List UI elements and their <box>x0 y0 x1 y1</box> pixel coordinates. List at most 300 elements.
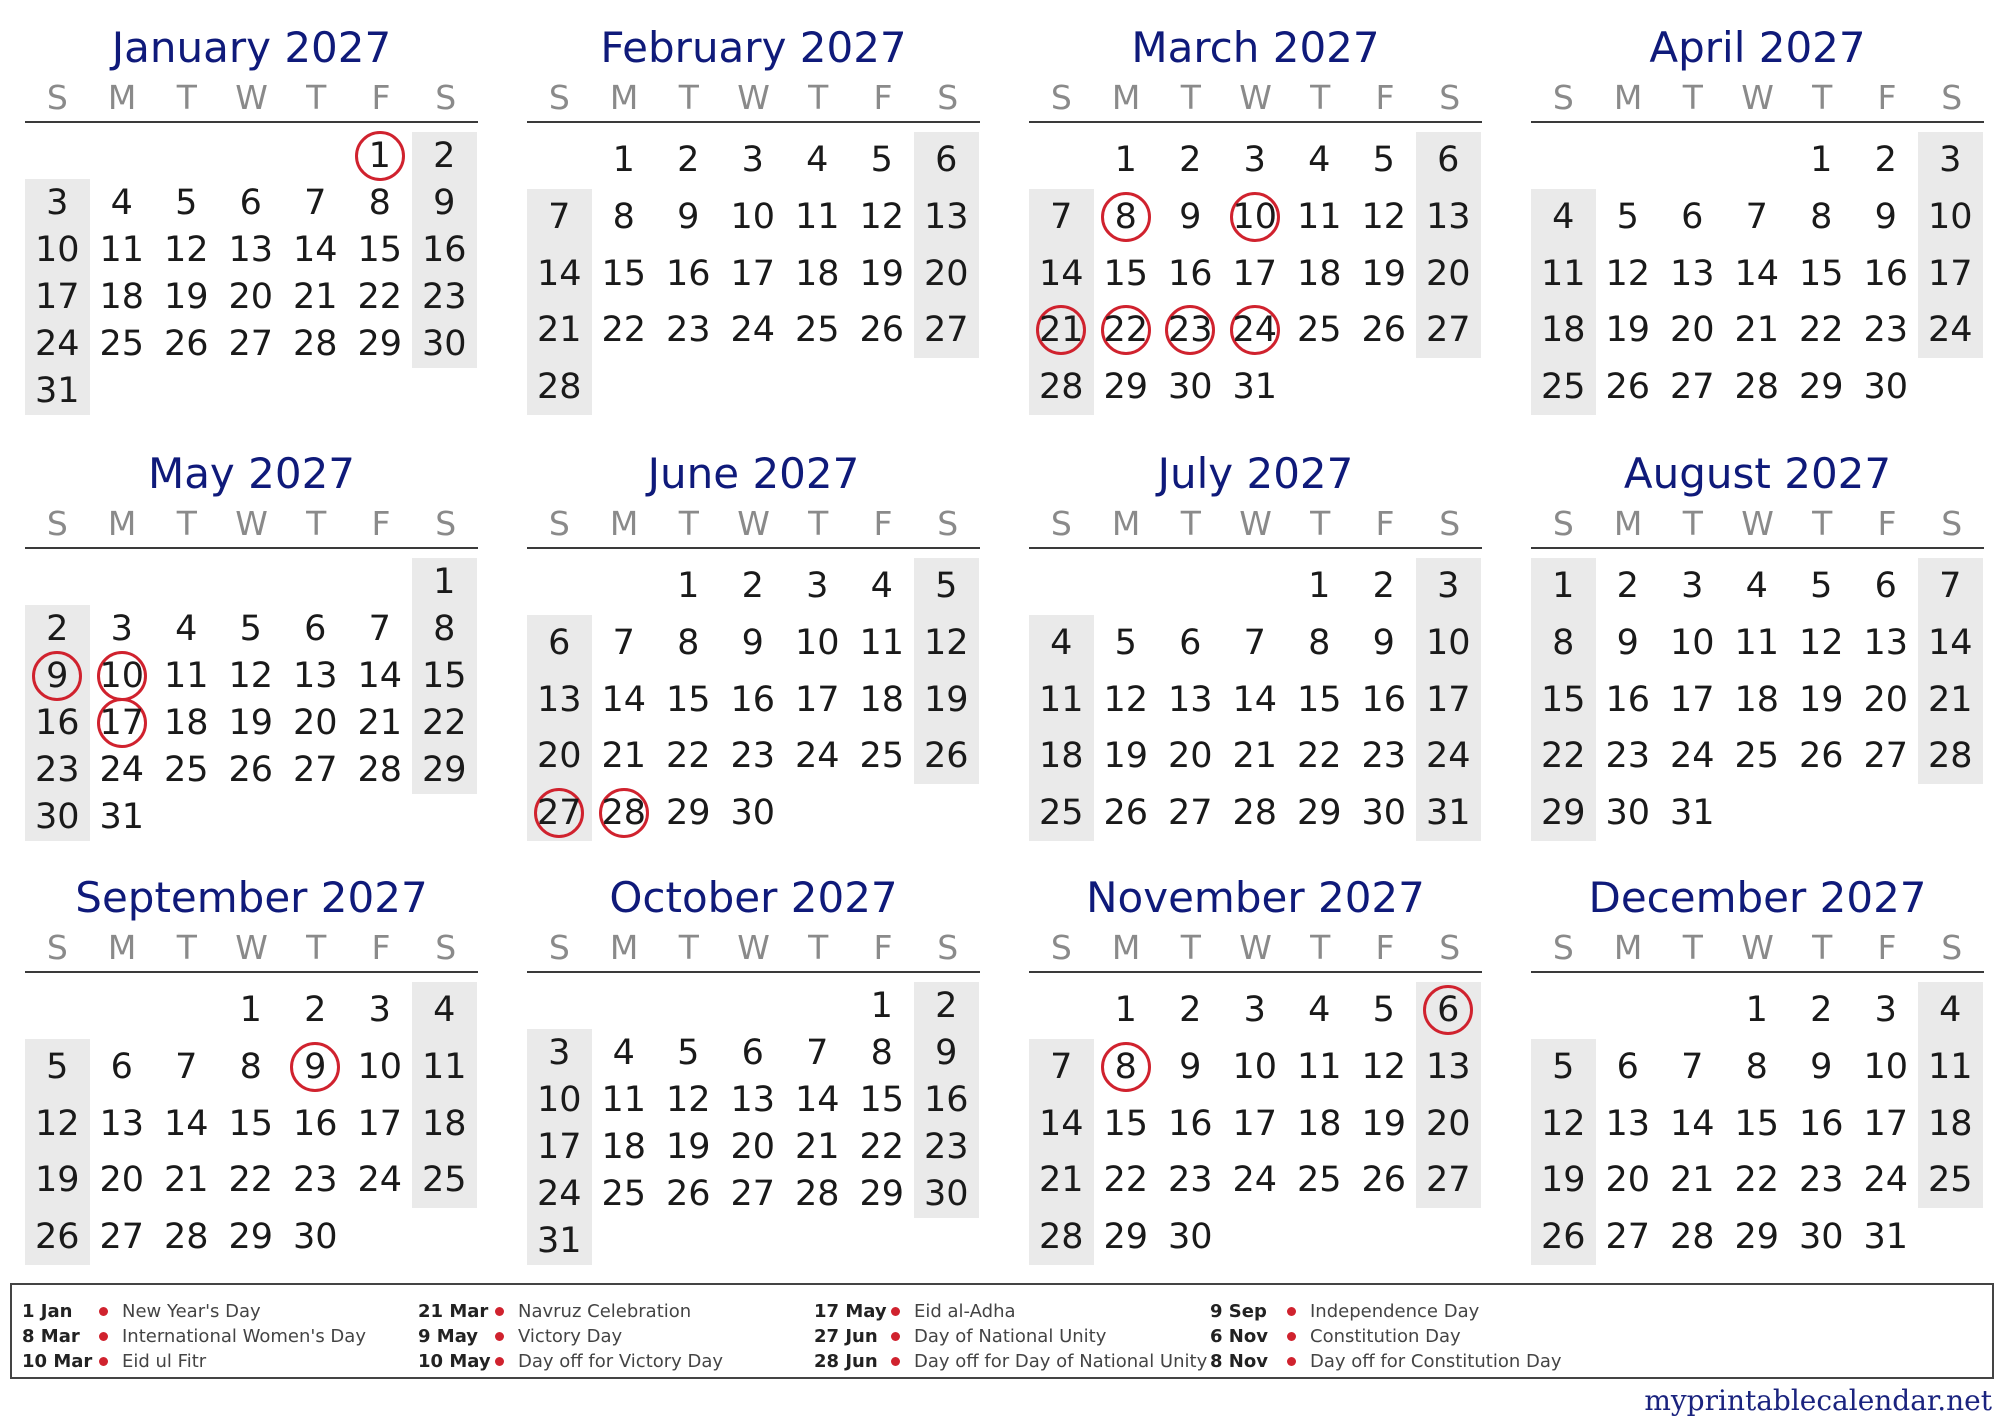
weekday-label: W <box>1239 78 1272 117</box>
day-cell: 26 <box>228 750 274 791</box>
day-cell: 4 <box>1552 196 1575 237</box>
day-cell: 2 <box>46 608 69 649</box>
day-cell: 2 <box>935 985 958 1026</box>
day-cell: 27 <box>1167 792 1213 833</box>
legend-date: 17 May <box>814 1301 887 1322</box>
day-cell: 27 <box>730 1174 776 1215</box>
day-cell: 21 <box>292 277 338 318</box>
day-cell: 26 <box>1605 366 1651 407</box>
weekday-label: F <box>1877 78 1897 117</box>
month-calendar <box>527 446 980 866</box>
day-cell: 30 <box>1361 792 1407 833</box>
day-cell: 14 <box>1927 622 1973 663</box>
day-cell: 11 <box>99 229 145 270</box>
day-cell: 28 <box>357 750 403 791</box>
weekday-label: T <box>1682 928 1703 967</box>
weekday-label: M <box>609 78 639 117</box>
website-link[interactable]: myprintablecalendar.net <box>1644 1384 1992 1417</box>
day-cell: 17 <box>1232 1103 1278 1144</box>
day-cell: 17 <box>1863 1103 1909 1144</box>
month-title: September 2027 <box>75 873 428 922</box>
day-cell: 13 <box>1425 196 1471 237</box>
weekday-label: M <box>1111 928 1141 967</box>
day-cell: 7 <box>368 608 391 649</box>
day-cell: 26 <box>34 1216 80 1257</box>
weekday-label: F <box>1375 78 1395 117</box>
holiday-dot-icon <box>495 1307 504 1316</box>
month-title: December 2027 <box>1588 873 1927 922</box>
weekday-label: T <box>176 504 197 543</box>
legend-holiday-name: New Year's Day <box>122 1301 261 1322</box>
holiday-dot-icon <box>495 1357 504 1366</box>
holiday-dot-icon <box>891 1307 900 1316</box>
weekday-label: F <box>1375 504 1395 543</box>
day-cell: 25 <box>1734 736 1780 777</box>
day-cell: 30 <box>923 1174 969 1215</box>
weekday-label: S <box>1050 928 1072 967</box>
header-divider <box>25 121 478 123</box>
day-cell: 27 <box>536 792 582 833</box>
day-cell: 7 <box>806 1032 829 1073</box>
day-cell: 6 <box>1616 1046 1639 1087</box>
day-cell: 2 <box>1179 140 1202 181</box>
month-title: January 2027 <box>111 23 392 72</box>
weekday-label: T <box>678 928 699 967</box>
day-cell: 22 <box>601 310 647 351</box>
day-cell: 3 <box>368 990 391 1031</box>
weekday-header <box>1531 76 1984 120</box>
month-calendar <box>527 20 980 440</box>
day-cell: 13 <box>923 196 969 237</box>
day-cell: 12 <box>1361 196 1407 237</box>
weekday-label: W <box>1239 928 1272 967</box>
day-cell: 24 <box>99 750 145 791</box>
weekday-label: T <box>1812 78 1833 117</box>
month-calendar <box>1029 446 1482 866</box>
day-cell: 11 <box>794 196 840 237</box>
day-cell: 28 <box>536 366 582 407</box>
month-calendar <box>25 446 478 866</box>
day-cell: 14 <box>601 679 647 720</box>
day-cell: 13 <box>1863 622 1909 663</box>
weekday-label: S <box>548 504 570 543</box>
day-cell: 23 <box>1167 310 1213 351</box>
day-cell: 12 <box>34 1103 80 1144</box>
day-cell: 24 <box>794 736 840 777</box>
holiday-dot-icon <box>495 1332 504 1341</box>
day-cell: 11 <box>601 1079 647 1120</box>
weekday-label: T <box>1812 504 1833 543</box>
holiday-dot-icon <box>1287 1332 1296 1341</box>
day-cell: 10 <box>536 1079 582 1120</box>
holiday-legend <box>10 1283 1994 1379</box>
day-cell: 1 <box>677 566 700 607</box>
day-cell: 22 <box>1734 1160 1780 1201</box>
day-cell: 8 <box>612 196 635 237</box>
day-cell: 5 <box>1114 622 1137 663</box>
day-cell: 31 <box>1232 366 1278 407</box>
day-cell: 9 <box>1372 622 1395 663</box>
day-cell: 31 <box>1669 792 1715 833</box>
day-cell: 10 <box>357 1046 403 1087</box>
day-cell: 5 <box>870 140 893 181</box>
day-cell: 28 <box>1038 366 1084 407</box>
weekday-header <box>1029 502 1482 546</box>
day-cell: 20 <box>1425 253 1471 294</box>
day-cell: 13 <box>536 679 582 720</box>
header-divider <box>527 121 980 123</box>
weekday-label: W <box>737 928 770 967</box>
day-cell: 22 <box>1296 736 1342 777</box>
day-cell: 14 <box>794 1079 840 1120</box>
day-cell: 7 <box>612 622 635 663</box>
day-cell: 21 <box>601 736 647 777</box>
day-cell: 27 <box>1425 1160 1471 1201</box>
weekday-label: W <box>235 504 268 543</box>
weekday-label: S <box>46 928 68 967</box>
day-cell: 29 <box>357 324 403 365</box>
day-cell: 24 <box>1863 1160 1909 1201</box>
day-cell: 25 <box>601 1174 647 1215</box>
day-cell: 2 <box>1179 990 1202 1031</box>
month-calendar <box>1531 20 1984 440</box>
day-cell: 30 <box>34 797 80 838</box>
weekday-header <box>25 76 478 120</box>
day-cell: 15 <box>421 655 467 696</box>
day-cell: 13 <box>228 229 274 270</box>
day-cell: 4 <box>110 182 133 223</box>
weekday-header <box>527 76 980 120</box>
day-cell: 15 <box>357 229 403 270</box>
day-cell: 5 <box>1372 140 1395 181</box>
day-cell: 26 <box>665 1174 711 1215</box>
day-cell: 12 <box>1361 1046 1407 1087</box>
day-cell: 22 <box>1798 310 1844 351</box>
day-cell: 16 <box>1798 1103 1844 1144</box>
day-cell: 27 <box>1669 366 1715 407</box>
day-cell: 21 <box>794 1127 840 1168</box>
day-cell: 27 <box>1863 736 1909 777</box>
day-cell: 12 <box>665 1079 711 1120</box>
day-cell: 19 <box>859 253 905 294</box>
day-cell: 14 <box>1232 679 1278 720</box>
day-cell: 3 <box>741 140 764 181</box>
weekday-label: S <box>1050 78 1072 117</box>
day-cell: 28 <box>1927 736 1973 777</box>
day-cell: 20 <box>536 736 582 777</box>
weekday-label: T <box>1180 504 1201 543</box>
legend-holiday-name: Navruz Celebration <box>518 1301 692 1322</box>
day-cell: 8 <box>1552 622 1575 663</box>
day-cell: 16 <box>923 1079 969 1120</box>
legend-holiday-name: Day off for Day of National Unity <box>914 1351 1208 1372</box>
day-cell: 27 <box>292 750 338 791</box>
day-cell: 1 <box>433 561 456 602</box>
holiday-dot-icon <box>99 1332 108 1341</box>
month-title: August 2027 <box>1623 449 1892 498</box>
day-cell: 12 <box>1605 253 1651 294</box>
day-cell: 18 <box>1296 1103 1342 1144</box>
day-cell: 18 <box>794 253 840 294</box>
day-cell: 11 <box>1927 1046 1973 1087</box>
day-cell: 31 <box>99 797 145 838</box>
day-cell: 29 <box>1734 1216 1780 1257</box>
day-cell: 29 <box>228 1216 274 1257</box>
day-cell: 8 <box>1114 1046 1137 1087</box>
day-cell: 19 <box>1798 679 1844 720</box>
day-cell: 12 <box>1103 679 1149 720</box>
weekday-label: T <box>808 928 829 967</box>
header-divider <box>1029 971 1482 973</box>
day-cell: 31 <box>1863 1216 1909 1257</box>
day-cell: 11 <box>859 622 905 663</box>
day-cell: 2 <box>304 990 327 1031</box>
day-cell: 24 <box>536 1174 582 1215</box>
day-cell: 5 <box>1616 196 1639 237</box>
day-cell: 12 <box>228 655 274 696</box>
day-cell: 28 <box>794 1174 840 1215</box>
day-cell: 7 <box>1050 1046 1073 1087</box>
day-cell: 10 <box>34 229 80 270</box>
day-cell: 9 <box>1616 622 1639 663</box>
day-cell: 23 <box>1863 310 1909 351</box>
day-cell: 28 <box>1669 1216 1715 1257</box>
weekday-header <box>1029 76 1482 120</box>
day-cell: 17 <box>794 679 840 720</box>
weekday-label: W <box>1741 504 1774 543</box>
holiday-dot-icon <box>1287 1357 1296 1366</box>
day-cell: 19 <box>1103 736 1149 777</box>
weekday-label: W <box>235 78 268 117</box>
day-cell: 22 <box>1103 1160 1149 1201</box>
day-cell: 6 <box>548 622 571 663</box>
day-cell: 25 <box>859 736 905 777</box>
day-cell: 1 <box>1308 566 1331 607</box>
day-cell: 7 <box>1681 1046 1704 1087</box>
day-cell: 9 <box>46 655 69 696</box>
day-cell: 11 <box>1734 622 1780 663</box>
day-cell: 11 <box>1038 679 1084 720</box>
day-cell: 19 <box>923 679 969 720</box>
month-calendar <box>1029 20 1482 440</box>
day-cell: 23 <box>1798 1160 1844 1201</box>
day-cell: 7 <box>548 196 571 237</box>
weekday-label: W <box>1741 928 1774 967</box>
day-cell: 26 <box>859 310 905 351</box>
day-cell: 17 <box>1927 253 1973 294</box>
day-cell: 10 <box>99 655 145 696</box>
day-cell: 29 <box>859 1174 905 1215</box>
day-cell: 19 <box>665 1127 711 1168</box>
day-cell: 27 <box>99 1216 145 1257</box>
weekday-label: S <box>1552 928 1574 967</box>
day-cell: 3 <box>1243 140 1266 181</box>
weekday-label: W <box>235 928 268 967</box>
day-cell: 15 <box>1798 253 1844 294</box>
day-cell: 20 <box>99 1160 145 1201</box>
day-cell: 17 <box>99 703 145 744</box>
day-cell: 19 <box>1605 310 1651 351</box>
day-cell: 16 <box>730 679 776 720</box>
month-title: May 2027 <box>147 449 356 498</box>
weekday-label: T <box>176 928 197 967</box>
day-cell: 22 <box>357 277 403 318</box>
header-divider <box>1531 121 1984 123</box>
day-cell: 16 <box>1605 679 1651 720</box>
day-cell: 4 <box>1050 622 1073 663</box>
legend-date: 8 Mar <box>22 1326 80 1347</box>
day-cell: 18 <box>1540 310 1586 351</box>
day-cell: 13 <box>1605 1103 1651 1144</box>
day-cell: 20 <box>1167 736 1213 777</box>
holiday-dot-icon <box>891 1357 900 1366</box>
legend-date: 21 Mar <box>418 1301 489 1322</box>
day-cell: 1 <box>612 140 635 181</box>
day-cell: 10 <box>794 622 840 663</box>
weekday-label: M <box>1613 78 1643 117</box>
weekday-header <box>1029 926 1482 970</box>
day-cell: 10 <box>1232 196 1278 237</box>
day-cell: 18 <box>163 703 209 744</box>
day-cell: 6 <box>935 140 958 181</box>
day-cell: 25 <box>99 324 145 365</box>
weekday-header <box>527 502 980 546</box>
day-cell: 30 <box>730 792 776 833</box>
day-cell: 3 <box>46 182 69 223</box>
weekday-label: S <box>937 78 959 117</box>
day-cell: 7 <box>1050 196 1073 237</box>
day-cell: 1 <box>239 990 262 1031</box>
day-cell: 8 <box>1114 196 1137 237</box>
weekday-label: S <box>46 78 68 117</box>
day-cell: 16 <box>1361 679 1407 720</box>
legend-holiday-name: Eid al-Adha <box>914 1301 1016 1322</box>
day-cell: 14 <box>536 253 582 294</box>
day-cell: 27 <box>923 310 969 351</box>
day-cell: 2 <box>433 135 456 176</box>
day-cell: 23 <box>730 736 776 777</box>
weekday-label: M <box>1111 504 1141 543</box>
day-cell: 16 <box>421 229 467 270</box>
day-cell: 25 <box>1296 1160 1342 1201</box>
day-cell: 21 <box>536 310 582 351</box>
weekday-header <box>527 926 980 970</box>
day-cell: 27 <box>228 324 274 365</box>
day-cell: 23 <box>421 277 467 318</box>
day-cell: 31 <box>1425 792 1471 833</box>
day-cell: 1 <box>1114 140 1137 181</box>
day-cell: 18 <box>421 1103 467 1144</box>
day-cell: 24 <box>1669 736 1715 777</box>
weekday-label: M <box>609 504 639 543</box>
day-cell: 15 <box>1103 253 1149 294</box>
day-cell: 19 <box>228 703 274 744</box>
day-cell: 28 <box>163 1216 209 1257</box>
day-cell: 20 <box>1605 1160 1651 1201</box>
day-cell: 2 <box>1616 566 1639 607</box>
day-cell: 15 <box>665 679 711 720</box>
day-cell: 31 <box>34 371 80 412</box>
day-cell: 2 <box>1372 566 1395 607</box>
weekday-label: F <box>873 504 893 543</box>
day-cell: 22 <box>421 703 467 744</box>
day-cell: 16 <box>34 703 80 744</box>
day-cell: 30 <box>1605 792 1651 833</box>
month-title: March 2027 <box>1131 23 1380 72</box>
day-cell: 9 <box>304 1046 327 1087</box>
day-cell: 6 <box>239 182 262 223</box>
day-cell: 6 <box>110 1046 133 1087</box>
day-cell: 10 <box>1232 1046 1278 1087</box>
day-cell: 11 <box>1296 1046 1342 1087</box>
day-cell: 23 <box>923 1127 969 1168</box>
legend-date: 6 Nov <box>1210 1326 1268 1347</box>
day-cell: 23 <box>34 750 80 791</box>
day-cell: 9 <box>1810 1046 1833 1087</box>
header-divider <box>1029 547 1482 549</box>
weekday-label: S <box>548 928 570 967</box>
day-cell: 29 <box>1798 366 1844 407</box>
legend-holiday-name: Victory Day <box>518 1326 623 1347</box>
day-cell: 29 <box>421 750 467 791</box>
day-cell: 4 <box>175 608 198 649</box>
day-cell: 24 <box>1232 1160 1278 1201</box>
day-cell: 7 <box>175 1046 198 1087</box>
weekday-header <box>1531 926 1984 970</box>
day-cell: 4 <box>1308 140 1331 181</box>
day-cell: 18 <box>99 277 145 318</box>
day-cell: 13 <box>99 1103 145 1144</box>
weekday-label: M <box>1613 504 1643 543</box>
day-cell: 23 <box>1361 736 1407 777</box>
day-cell: 24 <box>1425 736 1471 777</box>
day-cell: 20 <box>730 1127 776 1168</box>
day-cell: 10 <box>1863 1046 1909 1087</box>
day-cell: 20 <box>1863 679 1909 720</box>
day-cell: 7 <box>1745 196 1768 237</box>
day-cell: 29 <box>1103 1216 1149 1257</box>
day-cell: 8 <box>368 182 391 223</box>
weekday-label: T <box>1682 78 1703 117</box>
header-divider <box>25 547 478 549</box>
weekday-label: T <box>678 78 699 117</box>
month-calendar <box>1531 870 1984 1290</box>
day-cell: 3 <box>1874 990 1897 1031</box>
day-cell: 14 <box>292 229 338 270</box>
weekday-label: W <box>737 78 770 117</box>
day-cell: 4 <box>1939 990 1962 1031</box>
day-cell: 17 <box>1425 679 1471 720</box>
weekday-label: F <box>873 928 893 967</box>
day-cell: 25 <box>1296 310 1342 351</box>
weekday-label: T <box>808 504 829 543</box>
legend-date: 27 Jun <box>814 1326 878 1347</box>
day-cell: 4 <box>1745 566 1768 607</box>
holiday-dot-icon <box>891 1332 900 1341</box>
day-cell: 21 <box>1038 1160 1084 1201</box>
day-cell: 27 <box>1425 310 1471 351</box>
weekday-label: S <box>1439 78 1461 117</box>
day-cell: 8 <box>677 622 700 663</box>
day-cell: 28 <box>601 792 647 833</box>
weekday-label: S <box>1552 78 1574 117</box>
weekday-label: S <box>937 504 959 543</box>
day-cell: 12 <box>1798 622 1844 663</box>
day-cell: 19 <box>1540 1160 1586 1201</box>
weekday-label: S <box>435 504 457 543</box>
day-cell: 26 <box>1798 736 1844 777</box>
day-cell: 22 <box>1540 736 1586 777</box>
